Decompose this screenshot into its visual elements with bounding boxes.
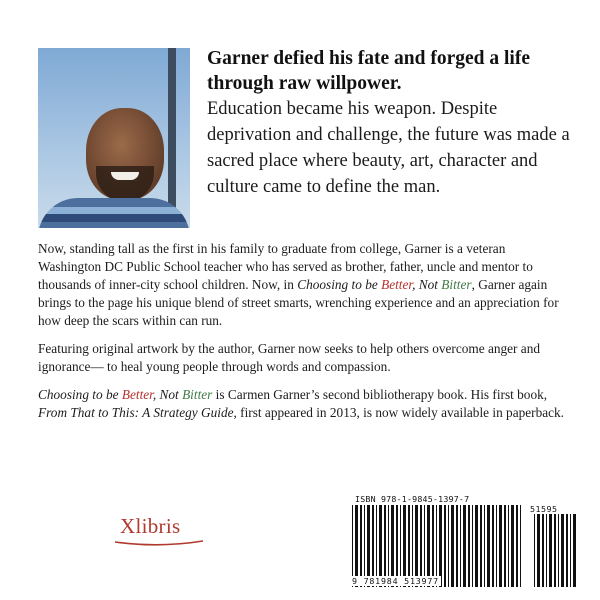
barcode-bar xyxy=(444,505,446,587)
author-smile xyxy=(111,172,139,180)
barcode-bar xyxy=(504,505,506,587)
publisher-logo: Xlibris xyxy=(120,514,181,538)
barcode-bar xyxy=(367,505,370,587)
barcode-bar xyxy=(460,505,461,587)
p3-text-end: , first appeared in 2013, is now widely available in paperback. xyxy=(233,405,564,420)
barcode-bar xyxy=(546,514,547,587)
author-sweater xyxy=(38,198,190,228)
barcode-bar xyxy=(412,505,413,587)
barcode-bar xyxy=(427,505,430,587)
author-photo xyxy=(38,48,190,228)
barcode-bar xyxy=(561,514,564,587)
barcode-bar xyxy=(379,505,382,587)
barcode-bar xyxy=(408,505,410,587)
barcode-bar xyxy=(496,505,497,587)
paragraph-3 xyxy=(38,386,570,422)
p1-title-better: Better xyxy=(381,277,413,292)
barcode-bar xyxy=(570,514,571,587)
barcode-number: 9 781984 513977 xyxy=(352,576,439,586)
barcode-bar xyxy=(472,505,473,587)
barcode-bar xyxy=(508,505,509,587)
intro-paragraph: Education became his weapon. Despite deprivation and challenge, the future was made a sacred place where beauty, art, character and culture came to define the man. xyxy=(207,99,570,197)
barcode-bar xyxy=(384,505,386,587)
p3-text-mid: is Carmen Garner’s second bibliotherapy book. His first book, xyxy=(212,387,548,402)
price-code: 51595 xyxy=(530,504,558,514)
barcode-bar xyxy=(376,505,377,587)
barcode-bar xyxy=(391,505,394,587)
barcode-bar xyxy=(511,505,514,587)
p1-title-b: , Not xyxy=(412,277,442,292)
barcode-bar xyxy=(436,505,437,587)
barcode-bar xyxy=(456,505,458,587)
barcode-bar xyxy=(439,505,442,587)
isbn-label: ISBN 978-1-9845-1397-7 xyxy=(355,494,470,504)
barcode-bar xyxy=(360,505,362,587)
barcode-bar xyxy=(534,514,535,587)
barcode-bar xyxy=(484,505,485,587)
barcode-bar xyxy=(468,505,470,587)
barcode-bar xyxy=(475,505,478,587)
p3-title-a: Choosing to be xyxy=(38,387,122,402)
p3-title-bitter: Bitter xyxy=(182,387,213,402)
paragraph-2: Featuring original artwork by the author, Garner now seeks to help others overcome anger and ignorance— to heal young people through words and compassion. xyxy=(38,341,541,374)
barcode-bar xyxy=(448,505,449,587)
p3-title-better: Better xyxy=(121,387,153,402)
barcode-bar xyxy=(424,505,425,587)
p3-title-b: , Not xyxy=(152,387,183,402)
p3-first-book: From That to This: A Strategy Guide xyxy=(38,405,234,420)
barcode-bar xyxy=(492,505,494,587)
paragraph-1 xyxy=(38,240,570,330)
barcode-bar xyxy=(554,514,556,587)
barcode-bar xyxy=(352,505,353,587)
barcode-bar xyxy=(463,505,466,587)
barcode-bar xyxy=(420,505,422,587)
barcode-bar xyxy=(372,505,374,587)
barcode-bar xyxy=(432,505,434,587)
headline: Garner defied his fate and forged a life through raw willpower. xyxy=(207,48,530,94)
barcode-bar xyxy=(388,505,389,587)
barcode-bar xyxy=(558,514,559,587)
barcode-bar xyxy=(415,505,418,587)
barcode-bar xyxy=(542,514,544,587)
p1-title-a: Choosing to be xyxy=(297,277,382,292)
price-barcode xyxy=(532,514,578,587)
barcode-bar xyxy=(499,505,502,587)
barcode-bar xyxy=(400,505,401,587)
barcode-bar xyxy=(516,505,518,587)
barcode-bar xyxy=(573,514,576,587)
p1-title-bitter: Bitter xyxy=(441,277,472,292)
p1-text-end: , Garner again brings to the page his unique blend of street smarts, wrenching experience and an appreciation for how deep the scars within can run. xyxy=(38,277,559,328)
barcode-bar xyxy=(364,505,365,587)
isbn-barcode xyxy=(350,505,524,587)
barcode-bar xyxy=(396,505,398,587)
publisher-logo-swoosh xyxy=(113,538,205,546)
background-pole xyxy=(168,48,176,228)
body-text xyxy=(38,240,570,432)
barcode-bar xyxy=(403,505,406,587)
barcode-bar xyxy=(487,505,490,587)
barcode-bar xyxy=(480,505,482,587)
p1-text-start: Now, standing tall as the first in his family to graduate from college, Garner is a veteran Washington DC Public School teacher who has served as brother, father, uncle and mentor to thousands of inner-city school children. Now, in xyxy=(38,241,533,292)
barcode-bar xyxy=(549,514,552,587)
barcode-bar xyxy=(537,514,540,587)
barcode-bar xyxy=(520,505,521,587)
barcode-bar xyxy=(566,514,568,587)
barcode-bar xyxy=(355,505,358,587)
barcode-bar xyxy=(451,505,454,587)
